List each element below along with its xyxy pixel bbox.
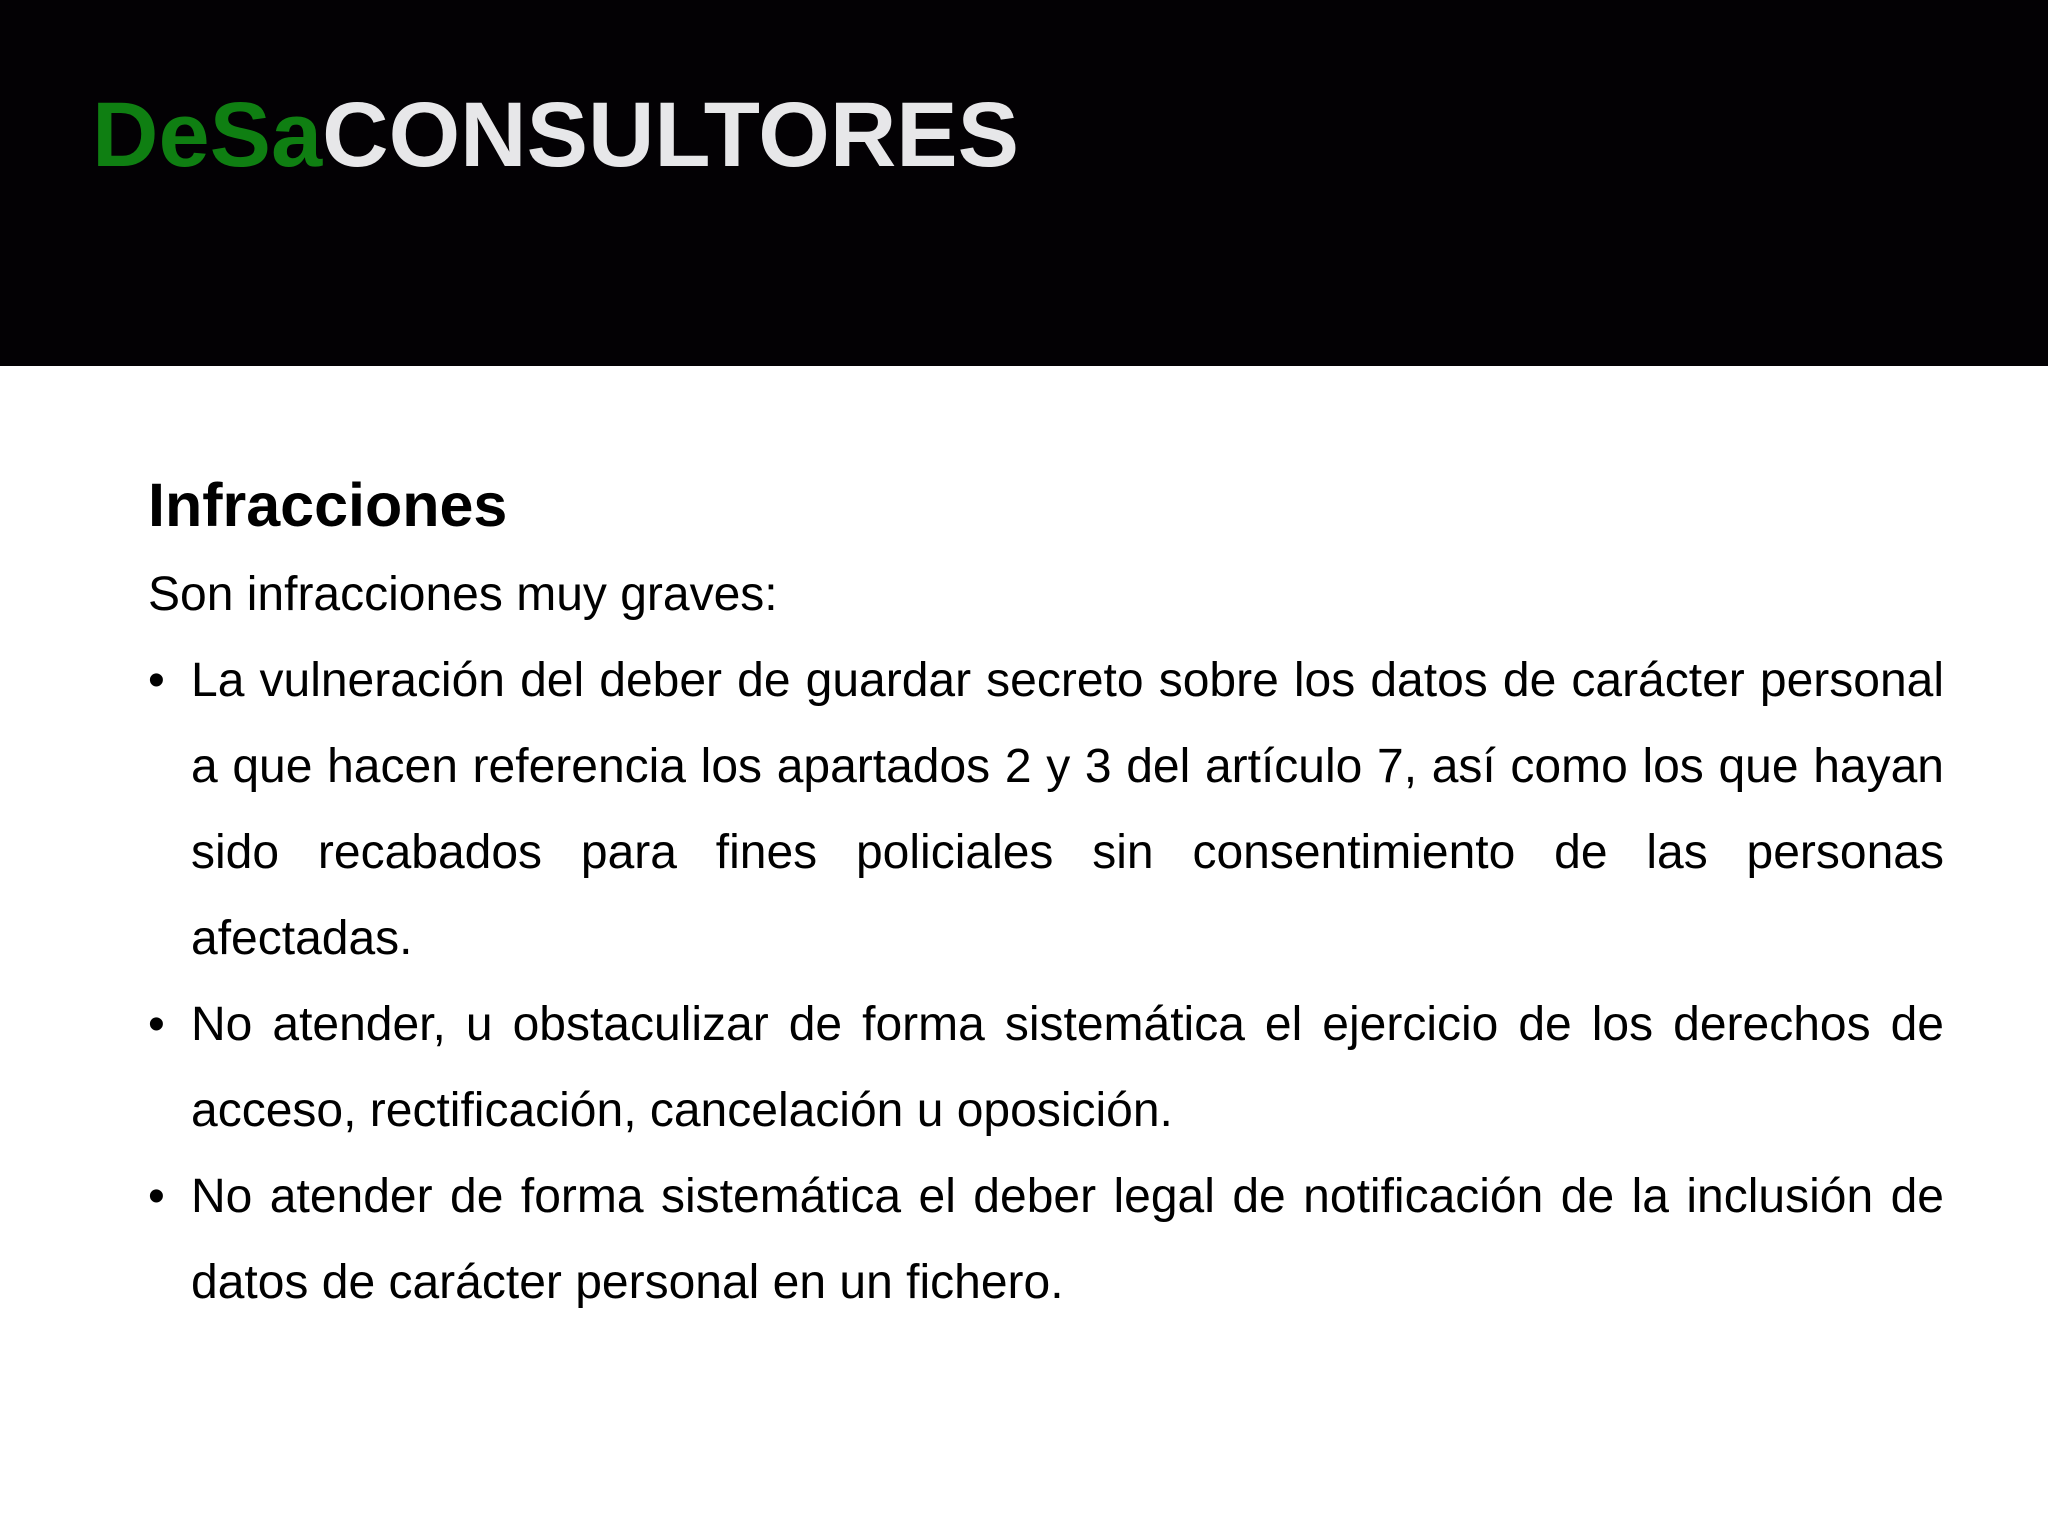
bullet-icon: •	[148, 998, 165, 1051]
logo-consultores: CONSULTORES	[322, 84, 1020, 186]
bullet-item	[148, 638, 1944, 982]
bullet-icon: •	[148, 1170, 165, 1223]
header-banner	[0, 0, 2048, 366]
slide-content	[148, 462, 1944, 1326]
logo-desa: DeSa	[92, 84, 323, 186]
company-logo	[92, 80, 1019, 190]
bullet-item	[148, 982, 1944, 1154]
slide-intro: Son infracciones muy graves:	[148, 568, 778, 621]
bullet-text: La vulneración del deber de guardar secreto sobre los datos de carácter personal a que hacen referencia los apartados 2 y 3 del artículo 7, así como los que hayan sido recabados para fines policiales sin consentimiento de las personas afectadas.	[191, 654, 1944, 965]
bullet-icon: •	[148, 654, 165, 707]
slide-title: Infracciones	[148, 471, 508, 539]
bullet-text: No atender, u obstaculizar de forma sistemática el ejercicio de los derechos de acceso, rectificación, cancelación u oposición.	[191, 998, 1944, 1137]
bullet-list	[148, 638, 1944, 1326]
bullet-item	[148, 1154, 1944, 1326]
bullet-text: No atender de forma sistemática el deber legal de notificación de la inclusión de datos de carácter personal en un fichero.	[191, 1170, 1944, 1309]
